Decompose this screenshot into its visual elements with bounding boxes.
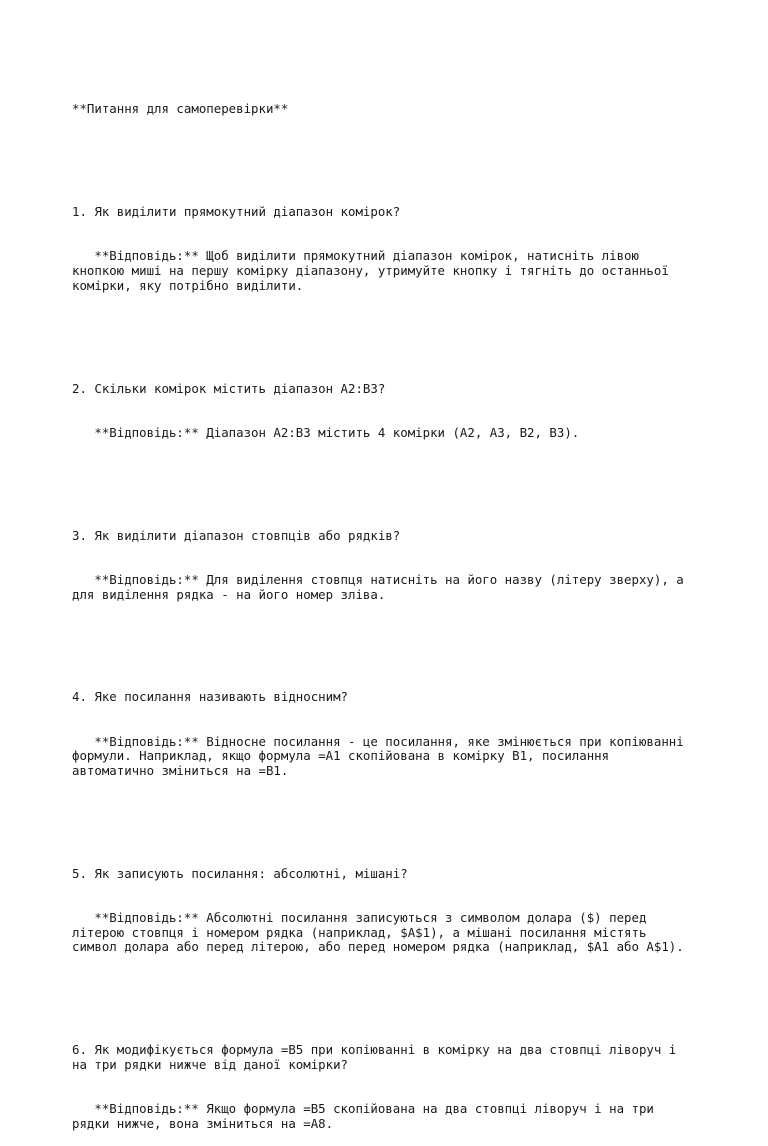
question-4: 4. Яке посилання називають відносним? (72, 689, 349, 705)
answer-4: **Відповідь:** Відносне посилання - це посилання, яке змінюється при копіюванні формули. Наприклад, якщо формула =A1 скопійована в комірку B1, посилання автоматично зміниться на =B1. (72, 733, 684, 778)
question-2: 2. Скільки комірок містить діапазон A2:B3? (72, 380, 386, 396)
document-title: **Питання для самоперевірки** (72, 101, 289, 117)
question-1: 1. Як виділити прямокутний діапазон комірок? (72, 204, 401, 220)
spacer (72, 808, 712, 823)
question-5: 5. Як записують посилання: абсолютні, мішані? (72, 865, 408, 881)
question-6: 6. Як модифікується формула =B5 при копіюванні в комірку на два стовпці ліворуч і на три рядки нижче від даної комірки? (72, 1042, 677, 1073)
document-body (72, 73, 712, 1146)
answer-3: **Відповідь:** Для виділення стовпця натисніть на його назву (літеру зверху), а для виділення рядка - на його номер зліва. (72, 571, 684, 602)
answer-6: **Відповідь:** Якщо формула =B5 скопійована на два стовпці ліворуч і на три рядки нижче, вона зміниться на =A8. (72, 1101, 654, 1131)
spacer (72, 632, 712, 647)
spacer (72, 323, 712, 338)
answer-2: **Відповідь:** Діапазон A2:B3 містить 4 комірки (A2, A3, B2, B3). (72, 424, 580, 440)
answer-5: **Відповідь:** Абсолютні посилання записуються з символом долара ($) перед літерою стовпця і номером рядка (наприклад, $A$1), а мішані посилання містять символ долара або перед літерою, або перед номером рядка (наприклад, $A1 або A$1). (72, 910, 684, 955)
spacer (72, 147, 712, 162)
question-3: 3. Як виділити діапазон стовпців або рядків? (72, 527, 401, 543)
spacer (72, 470, 712, 485)
spacer (72, 985, 712, 1000)
answer-1: **Відповідь:** Щоб виділити прямокутний діапазон комірок, натисніть лівою кнопкою миші на першу комірку діапазону, утримуйте кнопку і тягніть до останньої комірки, яку потрібно виділити. (72, 248, 669, 293)
